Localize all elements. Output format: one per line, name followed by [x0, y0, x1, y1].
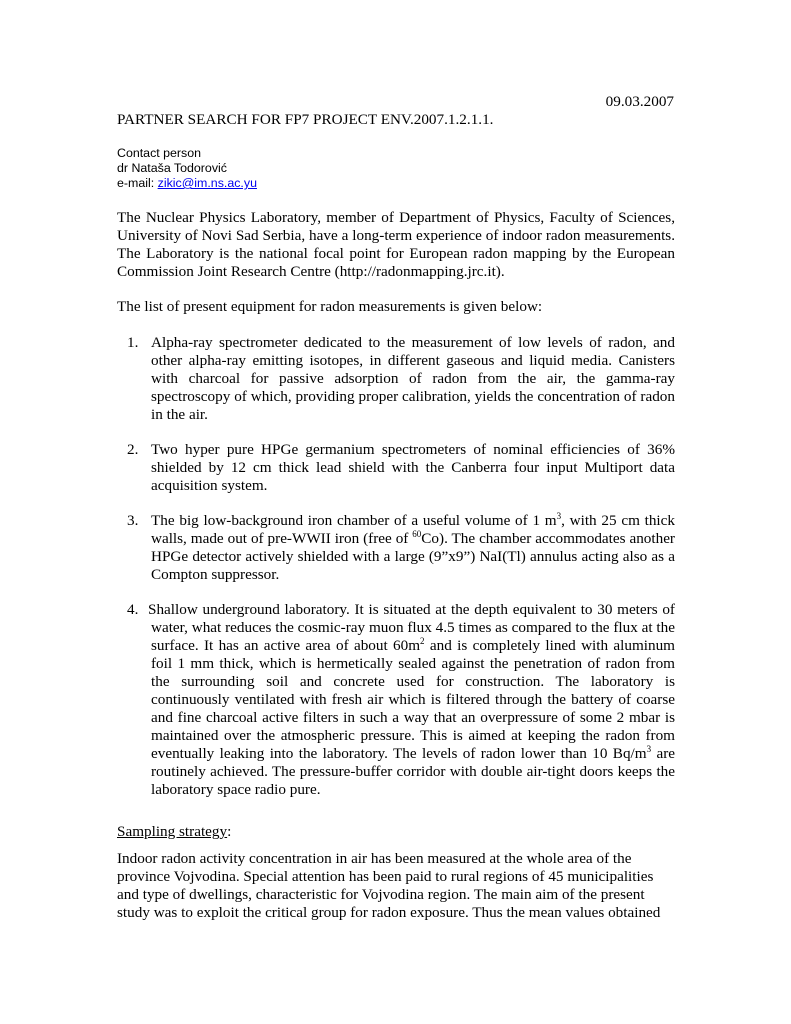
equipment-list-intro: The list of present equipment for radon measurements is given below:: [117, 298, 543, 315]
contact-name: dr Nataša Todorović: [117, 161, 227, 175]
email-label: e-mail:: [117, 176, 158, 190]
text-segment: Shallow underground laboratory. It is situated at the depth equivalent to 30 meters of water, what reduces the cosmic-ray muon flux 4.5 times as compared to the flux at the surface. It has an active area of about 60m: [148, 601, 675, 654]
list-item-number: 4.: [127, 601, 139, 618]
list-item-text: [151, 512, 675, 584]
list-item-number: 1.: [127, 334, 139, 351]
heading-colon: :: [227, 823, 232, 840]
superscript: 3: [556, 511, 562, 521]
document-date: 09.03.2007: [605, 93, 674, 110]
sampling-paragraph: Indoor radon activity concentration in air has been measured at the whole area of the province Vojvodina. Special attention has been paid to rural regions of 45 municipalities and type of dwellings, characteristic for Vojvodina region. The main aim of the present study was to exploit the critical group for radon exposure. Thus the mean values obtained: [117, 850, 661, 921]
contact-block: [117, 146, 257, 191]
list-item-number: 3.: [127, 512, 139, 529]
text-segment: , with 25 cm thick walls, made out of pre-WWII iron (free of: [151, 512, 675, 547]
heading-text: Sampling strategy: [117, 823, 228, 840]
list-item-number: 2.: [127, 441, 139, 458]
text-segment: are routinely achieved. The pressure-buffer corridor with double air-tight doors keeps the laboratory space radio pure.: [151, 745, 675, 798]
contact-email-line: [117, 176, 257, 191]
text-segment: and is completely lined with aluminum foil 1 mm thick, which is hermetically sealed against the penetration of radon from the surrounding soil and concrete used for construction. The laboratory is continuously ventilated with fresh air which is filtered through the battery of coarse and fine charcoal active filters in such a way that an overpressure of some 2 mbar is maintained over the atmospheric pressure. This is aimed at keeping the radon from eventually leaking into the laboratory. The levels of radon lower than 10 Bq/m: [151, 637, 675, 762]
superscript: 3: [646, 744, 652, 754]
superscript: 2: [420, 636, 425, 646]
email-link[interactable]: zikic@im.ns.ac.yu: [157, 176, 257, 190]
text-segment: Co). The chamber accommodates another HPGe detector actively shielded with a large (9”x9”) NaI(Tl) annulus acting also as a Compton suppressor.: [151, 530, 675, 583]
contact-label: Contact person: [117, 146, 202, 160]
superscript: 60: [412, 529, 422, 539]
list-item-text: Alpha-ray spectrometer dedicated to the measurement of low levels of radon, and other alpha-ray emitting isotopes, in different gaseous and liquid media. Canisters with charcoal for passive adsorption of radon from the air, the gamma-ray spectroscopy of which, providing proper calibration, yields the concentration of radon in the air.: [151, 334, 675, 423]
intro-paragraph: The Nuclear Physics Laboratory, member of Department of Physics, Faculty of Sciences, University of Novi Sad Serbia, have a long-term experience of indoor radon measurements. The Laboratory is the national focal point for European radon mapping by the European Commission Joint Research Centre (http://radonmapping.jrc.it).: [117, 209, 675, 280]
text-segment: The big low-background iron chamber of a useful volume of 1 m: [151, 512, 557, 529]
list-item-text: [148, 601, 675, 799]
sampling-strategy-heading: [117, 823, 231, 841]
document-title: PARTNER SEARCH FOR FP7 PROJECT ENV.2007.1.2.1.1.: [117, 111, 494, 128]
list-item-text: Two hyper pure HPGe germanium spectrometers of nominal efficiencies of 36% shielded by 12 cm thick lead shield with the Canberra four input Multiport data acquisition system.: [151, 441, 675, 494]
